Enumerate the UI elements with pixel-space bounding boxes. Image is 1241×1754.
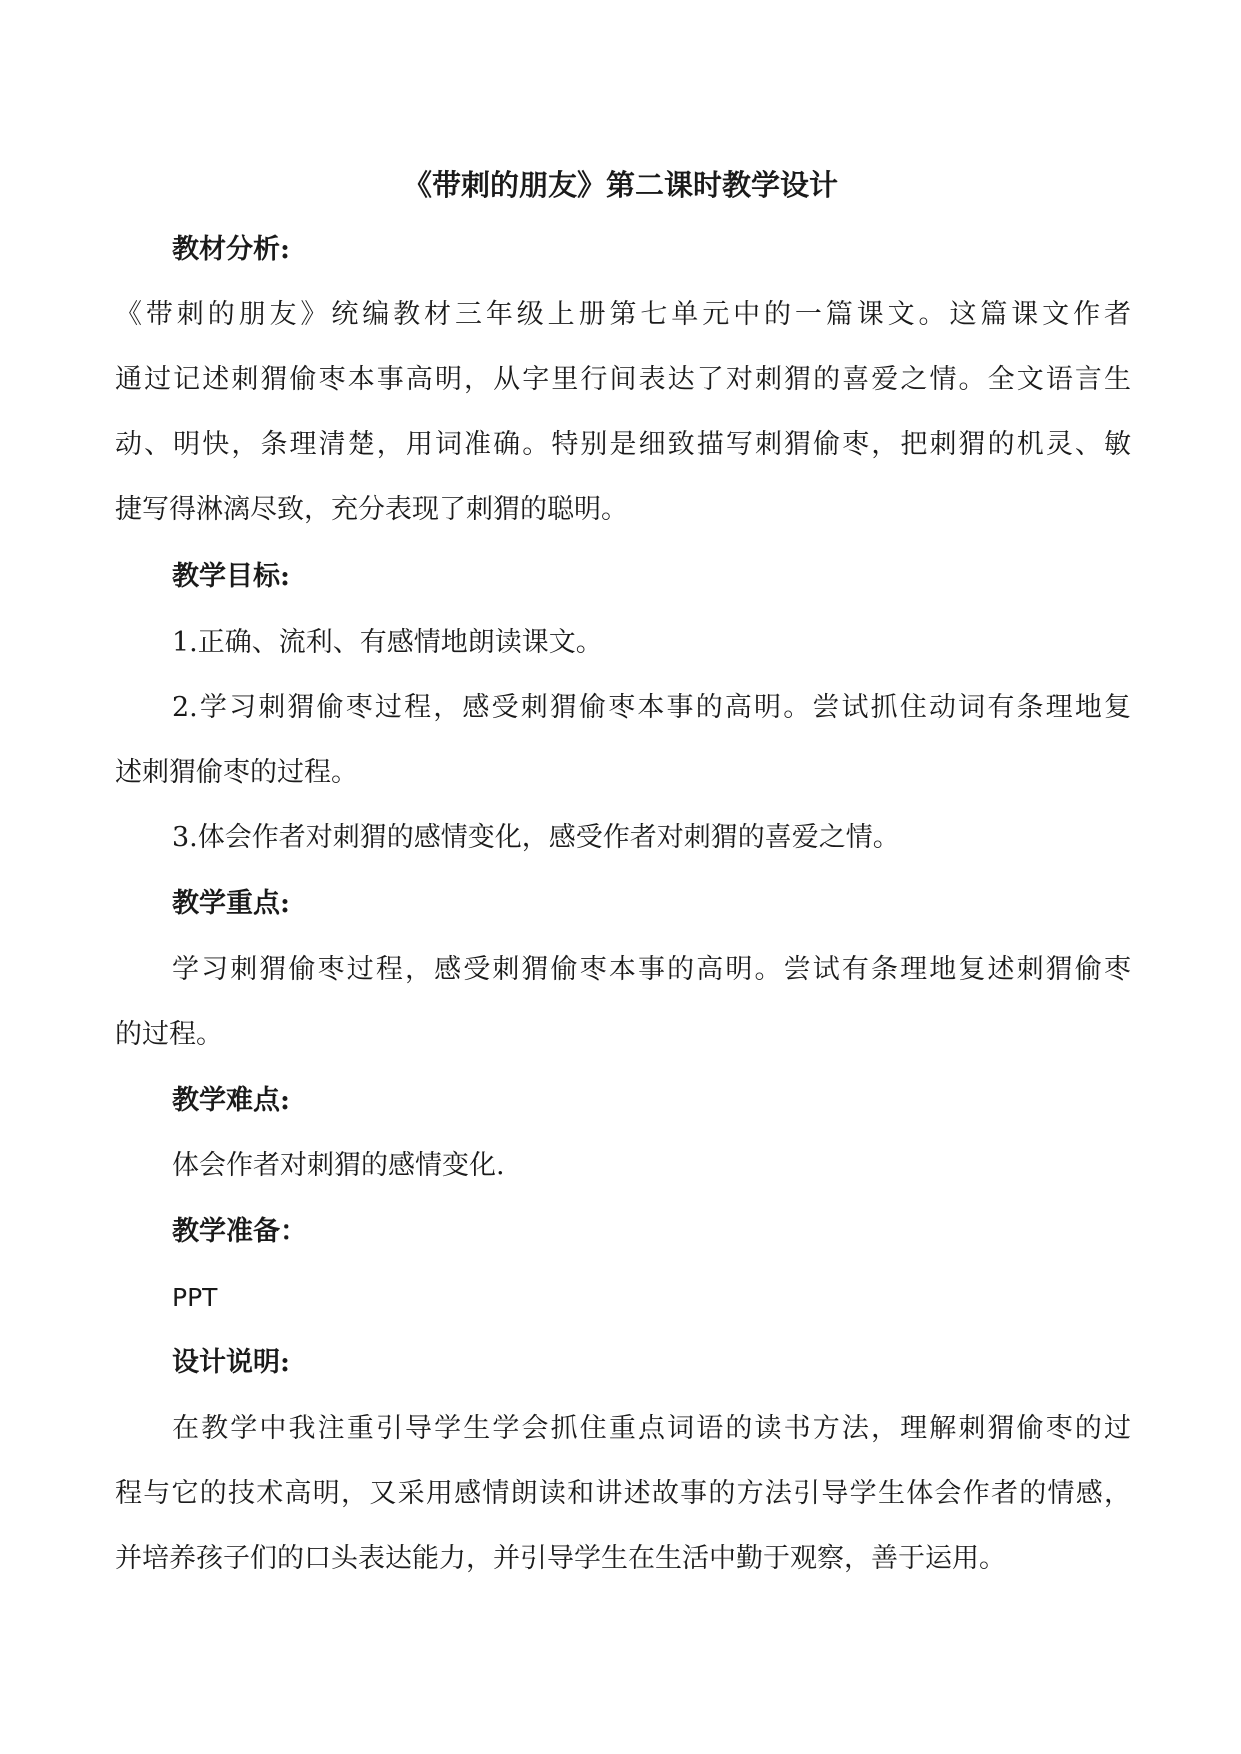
design-notes-heading: 设计说明: bbox=[172, 1347, 290, 1378]
difficulties-heading: 教学难点: bbox=[172, 1085, 290, 1116]
objective-item-3: 3.体会作者对刺猬的感情变化，感受作者对刺猬的喜爱之情。 bbox=[172, 822, 900, 853]
document-title: 《带刺的朋友》第二课时教学设计 bbox=[402, 168, 838, 202]
material-analysis-line-1: 《带刺的朋友》统编教材三年级上册第七单元中的一篇课文。这篇课文作者 bbox=[115, 299, 1131, 330]
material-analysis-heading: 教材分析: bbox=[172, 234, 290, 265]
preparation-heading: 教学准备： bbox=[172, 1216, 307, 1247]
key-points-line-1: 学习刺猬偷枣过程，感受刺猬偷枣本事的高明。尝试有条理地复述刺猬偷枣 bbox=[172, 954, 1131, 985]
material-analysis-line-3: 动、明快，条理清楚，用词准确。特别是细致描写刺猬偷枣，把刺猬的机灵、敏 bbox=[115, 429, 1131, 460]
difficulties-text: 体会作者对刺猬的感情变化. bbox=[172, 1150, 505, 1181]
objective-item-1: 1.正确、流利、有感情地朗读课文。 bbox=[172, 627, 603, 658]
design-notes-line-3: 并培养孩子们的口头表达能力，并引导学生在生活中勤于观察，善于运用。 bbox=[115, 1543, 1006, 1574]
key-points-line-2: 的过程。 bbox=[115, 1019, 223, 1050]
key-points-heading: 教学重点: bbox=[172, 888, 290, 919]
material-analysis-line-2: 通过记述刺猬偷枣本事高明，从字里行间表达了对刺猬的喜爱之情。全文语言生 bbox=[115, 364, 1131, 395]
design-notes-line-1: 在教学中我注重引导学生学会抓住重点词语的读书方法，理解刺猬偷枣的过 bbox=[172, 1413, 1131, 1444]
material-analysis-line-4: 捷写得淋漓尽致，充分表现了刺猬的聪明。 bbox=[115, 494, 628, 525]
objective-item-2-line-1: 2.学习刺猬偷枣过程，感受刺猬偷枣本事的高明。尝试抓住动词有条理地复 bbox=[172, 692, 1131, 723]
objectives-heading: 教学目标: bbox=[172, 561, 290, 592]
preparation-text: PPT bbox=[172, 1283, 218, 1312]
design-notes-line-2: 程与它的技术高明，又采用感情朗读和讲述故事的方法引导学生体会作者的情感， bbox=[115, 1478, 1131, 1509]
objective-item-2-line-2: 述刺猬偷枣的过程。 bbox=[115, 757, 358, 788]
